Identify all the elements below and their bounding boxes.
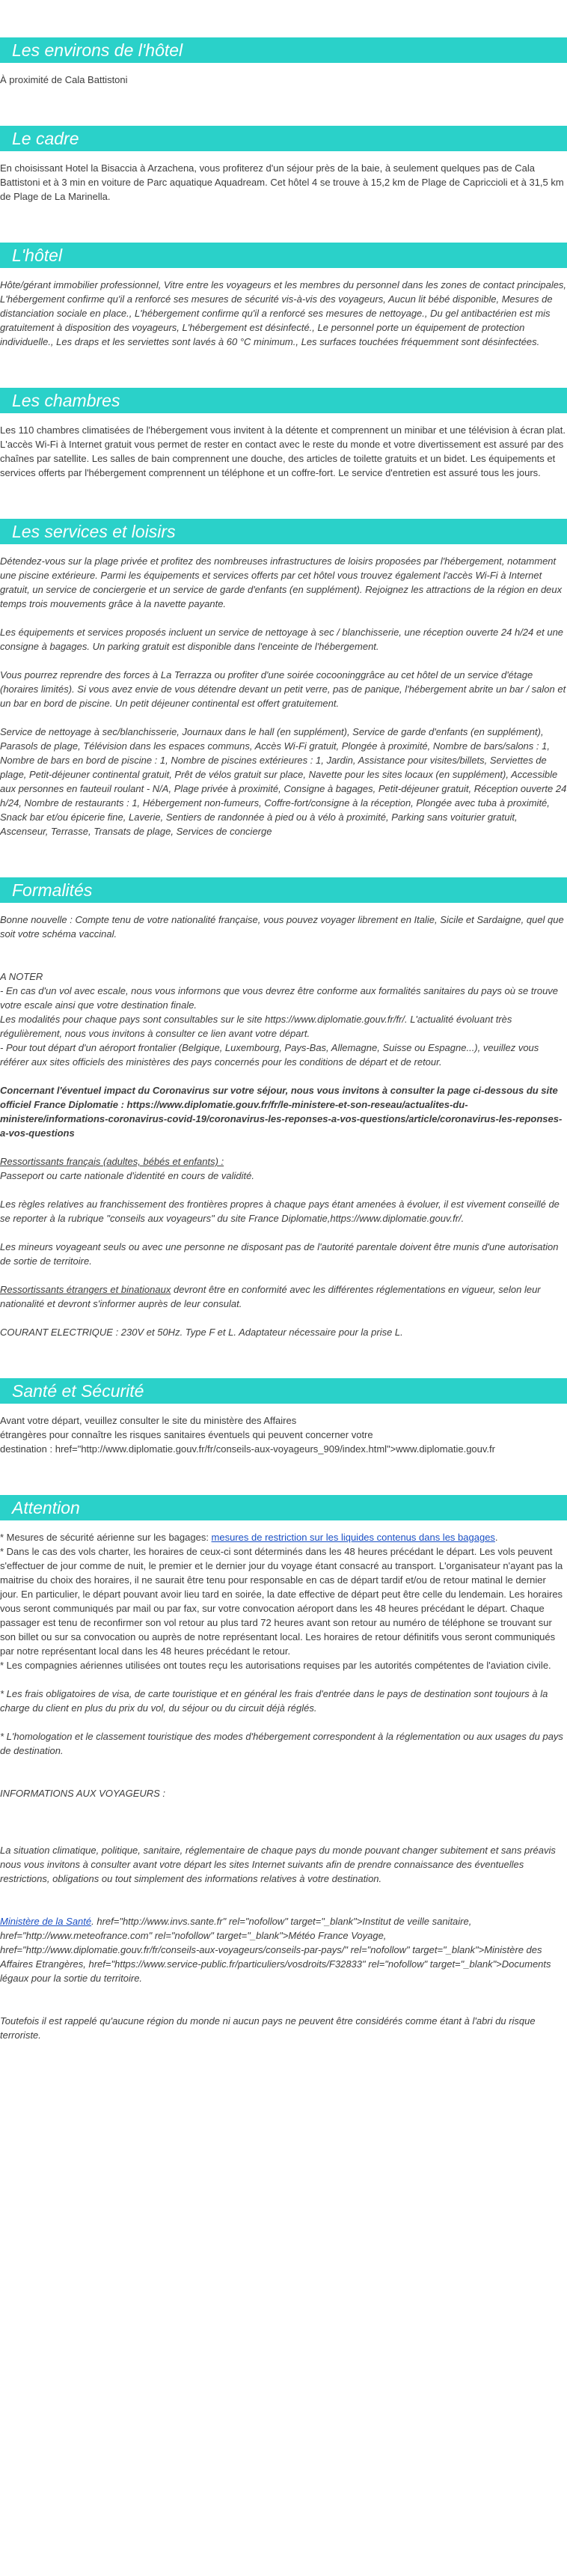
section-title-services: Les services et loisirs [0, 519, 567, 544]
section-cadre [0, 161, 567, 204]
services-paragraph-2: Les équipements et services proposés incluent un service de nettoyage à sec / blanchisserie, une réception ouverte 24 h/24 et une consigne à bagages. Un parking gratuit est disponible dans l'enceinte de l'hébergement. [0, 627, 564, 652]
environs-text: À proximité de Cala Battistoni [0, 74, 128, 85]
attention-compagnies: * Les compagnies aériennes utilisées ont toutes reçu les autorisations requises par les autorités compétentes de l'aviation civile. [0, 1660, 551, 1671]
section-formalites [0, 913, 567, 1339]
formalites-courant: COURANT ELECTRIQUE : 230V et 50Hz. Type F et L. Adaptateur nécessaire pour la prise L. [0, 1327, 403, 1338]
formalites-covid: Concernant l'éventuel impact du Coronavirus sur votre séjour, nous vous invitons à consulter la page ci-dessous du site officiel France Diplomatie : https://www.diplomatie.gouv.fr/fr/le-ministere-et-son-reseau/actualites-du-ministere/informations-coronavirus-covid-19/coronavirus-les-reponses-a-vos-questions/article/coronavirus-les-reponses-a-vos-questions [0, 1085, 563, 1139]
section-chambres [0, 423, 567, 480]
section-hotel [0, 278, 567, 349]
sante-line-3: destination : href="http://www.diplomatie.gouv.fr/fr/conseils-aux-voyageurs_909/index.html">www.diplomatie.gouv.fr [0, 1443, 495, 1455]
page [0, 37, 567, 2042]
section-sante [0, 1413, 567, 1456]
attention-consulter: nous vous invitons à consulter avant votre départ les sites Internet suivants afin de prendre connaissance des éventuelles restrictions, obligations ou tout simplement des informations relatives à votre destination. [0, 1859, 524, 1884]
section-services [0, 554, 567, 838]
attention-mesures [0, 1530, 567, 1544]
attention-situation: La situation climatique, politique, sanitaire, réglementaire de chaque pays du monde pouvant changer subitement et sans préavis [0, 1845, 556, 1856]
formalites-ressortissants-fr-label: Ressortissants français (adultes, bébés et enfants) : [0, 1156, 224, 1167]
sante-line-1: Avant votre départ, veuillez consulter le site du ministère des Affaires [0, 1415, 297, 1426]
section-environs [0, 73, 567, 87]
formalites-etrangers [0, 1282, 567, 1311]
formalites-bonne-nouvelle: Bonne nouvelle : Compte tenu de votre nationalité française, vous pouvez voyager librement en Italie, Sicile et Sardaigne, quel que soit votre schéma vaccinal. [0, 914, 564, 940]
attention-sites-text: . href="http://www.invs.sante.fr" rel="nofollow" target="_blank">Institut de veille sanitaire, href="http://www.meteofrance.com" rel="nofollow" target="_blank">Météo France Voyage, href="http://www.diplomatie.gouv.fr/fr/conseils-aux-voyageurs/conseils-par-pays/" rel="nofollow" target="_blank">Ministère des Affaires Etrangères, href="https://www.service-public.fr/particuliers/vosdroits/F32833" rel="nofollow" target="_blank">Documents légaux pour la sortie du territoire. [0, 1916, 551, 1984]
attention-infos-label: INFORMATIONS AUX VOYAGEURS : [0, 1788, 166, 1799]
section-title-sante: Santé et Sécurité [0, 1378, 567, 1404]
formalites-note-frontalier: - Pour tout départ d'un aéroport frontalier (Belgique, Luxembourg, Pays-Bas, Allemagne, Suisse ou Espagne...), veuillez vous référer aux sites officiels des ministères des pays concernés pour les conditions de départ et de retour. [0, 1042, 539, 1068]
section-title-chambres: Les chambres [0, 388, 567, 413]
ministere-sante-link[interactable]: Ministère de la Santé [0, 1916, 92, 1927]
formalites-etrangers-text: devront être en conformité avec les différentes réglementations en vigueur, selon leur nationalité et devront s'informer auprès de leur consulat. [0, 1284, 541, 1309]
attention-horaires: * Dans le cas des vols charter, les horaires de ceux-ci sont déterminés dans les 48 heures précédant le départ. Les vols peuvent s'effectuer de jour comme de nuit, le premier et le dernier jour du voyage étant consacré au transport. L'organisateur n'ayant pas la maitrise du choix des horaires, il ne saurait être tenu pour responsable en cas de départ tardif et/ou de retour matinal le dernier jour. En particulier, le départ pouvant avoir lieu tard en soirée, la date effective de départ peut être celle du lendemain. Les horaires vous seront communiqués par mail ou par fax, sur votre convocation aéroport dans les 48 heures précédant le départ. Chaque passager est tenu de reconfirmer son vol retour au plus tard 72 heures avant son retour au numéro de téléphone se trouvant sur son billet ou sur sa convocation ou auprès de notre représentant local. Les horaires de retour définitifs vous seront communiqués par notre représentant local dans les 48 heures précédant le retour. [0, 1546, 563, 1657]
liquides-restriction-link[interactable]: mesures de restriction sur les liquides contenus dans les bagages [211, 1532, 495, 1543]
formalites-note-modalites: Les modalités pour chaque pays sont consultables sur le site https://www.diplomatie.gouv.fr/fr/. L'actualité évoluant très régulièrement, nous vous invitons à consulter ce lien avant votre départ. [0, 1014, 512, 1039]
section-title-hotel: L'hôtel [0, 243, 567, 268]
attention-terrorisme: Toutefois il est rappelé qu'aucune région du monde ni aucun pays ne peuvent être considérés comme étant à l'abri du risque terroriste. [0, 2015, 536, 2041]
chambres-text: Les 110 chambres climatisées de l'hébergement vous invitent à la détente et comprennent un minibar et une télévision à écran plat. L'accès Wi-Fi à Internet gratuit vous permet de rester en contact avec le reste du monde et votre divertissement est assuré par des chaînes par satellite. Les salles de bain comprennent une douche, des articles de toilette gratuits et un bidet. Les équipements et services offerts par l'hébergement comprennent un téléphone et un coffre-fort. Le service d'entretien est assuré tous les jours. [0, 424, 566, 478]
services-paragraph-1: Détendez-vous sur la plage privée et profitez des nombreuses infrastructures de loisirs proposées par l'hébergement, notamment une piscine extérieure. Parmi les équipements et services offerts par cet hôtel vous trouvez également l'accès Wi-Fi à Internet gratuit, un service de conciergerie et un service de garde d'enfants (en supplément). Rejoignez les attractions de la région en deux temps trois mouvements grâce à la navette payante. [0, 555, 563, 609]
section-title-formalites: Formalités [0, 877, 567, 903]
formalites-note-escale: - En cas d'un vol avec escale, nous vous informons que vous devrez être conforme aux formalités sanitaires du pays où se trouve votre escale ainsi que votre destination finale. [0, 985, 559, 1011]
attention-sites [0, 1914, 567, 1985]
services-paragraph-3: Vous pourrez reprendre des forces à La Terrazza ou profiter d'une soirée cocooninggrâce au cet hôtel de un service d'étage (horaires limités). Si vous avez envie de vous détendre devant un petit verre, pas de panique, l'hébergement abrite un bar / salon et un bar en bord de piscine. Un petit déjeuner continental est offert gratuitement. [0, 669, 566, 709]
cadre-text: En choisissant Hotel la Bisaccia à Arzachena, vous profiterez d'un séjour près de la baie, à seulement quelques pas de Cala Battistoni et à 3 min en voiture de Parc aquatique Aquadream. Cet hôtel 4 se trouve à 15,2 km de Plage de Capriccioli et à 31,5 km de Plage de La Marinella. [0, 162, 564, 202]
attention-homologation: * L'homologation et le classement touristique des modes d'hébergement correspondent à la réglementation ou aux usages du pays de destination. [0, 1731, 563, 1756]
formalites-mineurs: Les mineurs voyageant seuls ou avec une personne ne disposant pas de l'autorité parentale doivent être munis d'une autorisation de sortie de territoire. [0, 1241, 559, 1267]
section-title-cadre: Le cadre [0, 126, 567, 151]
formalites-ressortissants-fr-text: Passeport ou carte nationale d'identité en cours de validité. [0, 1170, 254, 1181]
section-attention [0, 1530, 567, 2042]
attention-frais: * Les frais obligatoires de visa, de carte touristique et en général les frais d'entrée dans le pays de destination sont toujours à la charge du client en plus du prix du vol, du séjour ou du circuit déjà réglés. [0, 1688, 548, 1714]
section-title-environs: Les environs de l'hôtel [0, 37, 567, 63]
sante-line-2: étrangères pour connaître les risques sanitaires éventuels qui peuvent concerner votre [0, 1429, 373, 1440]
services-paragraph-4: Service de nettoyage à sec/blanchisserie, Journaux dans le hall (en supplément), Service de garde d'enfants (en supplément), Parasols de plage, Télévision dans les espaces communs, Accès Wi-Fi gratuit, Plongée à proximité, Nombre de bars/salons : 1, Nombre de bars en bord de piscine : 1, Nombre de piscines extérieures : 1, Jardin, Assistance pour visites/billets, Serviettes de plage, Petit-déjeuner continental gratuit, Prêt de vélos gratuit sur place, Navette pour les sites locaux (en supplément), Accessible aux personnes en fauteuil roulant - N/A, Plage privée à proximité, Consigne à bagages, Petit-déjeuner gratuit, Réception ouverte 24 h/24, Nombre de restaurants : 1, Hébergement non-fumeurs, Coffre-fort/consigne à la réception, Plongée avec tuba à proximité, Snack bar et/ou épicerie fine, Laverie, Sentiers de randonnée à pied ou à vélo à proximité, Parking sans voiturier gratuit, Ascenseur, Terrasse, Transats de plage, Services de concierge [0, 726, 567, 837]
attention-mesures-prefix: * Mesures de sécurité aérienne sur les bagages: [0, 1532, 212, 1543]
formalites-etrangers-label: Ressortissants étrangers et binationaux [0, 1284, 171, 1295]
hotel-text: Hôte/gérant immobilier professionnel, Vitre entre les voyageurs et les membres du personnel dans les zones de contact principales, L'hébergement confirme qu'il a renforcé ses mesures de sécurité vis-à-vis des voyageurs, Aucun lit bébé disponible, Mesures de distanciation sociale en place., L'hébergement confirme qu'il a renforcé ses mesures de nettoyage., Du gel antibactérien est mis gratuitement à disposition des voyageurs, L'hébergement est désinfecté., Le personnel porte un équipement de protection individuelle., Les draps et les serviettes sont lavés à 60 °C minimum., Les surfaces touchées fréquemment sont désinfectées. [0, 279, 567, 347]
attention-mesures-suffix: . [494, 1532, 498, 1543]
section-title-attention: Attention [0, 1495, 567, 1520]
formalites-a-noter: A NOTER [0, 971, 43, 982]
formalites-regles: Les règles relatives au franchissement des frontières propres à chaque pays étant amenées à évoluer, il est vivement conseillé de se reporter à la rubrique "conseils aux voyageurs" du site France Diplomatie,https://www.diplomatie.gouv.fr/. [0, 1199, 560, 1224]
